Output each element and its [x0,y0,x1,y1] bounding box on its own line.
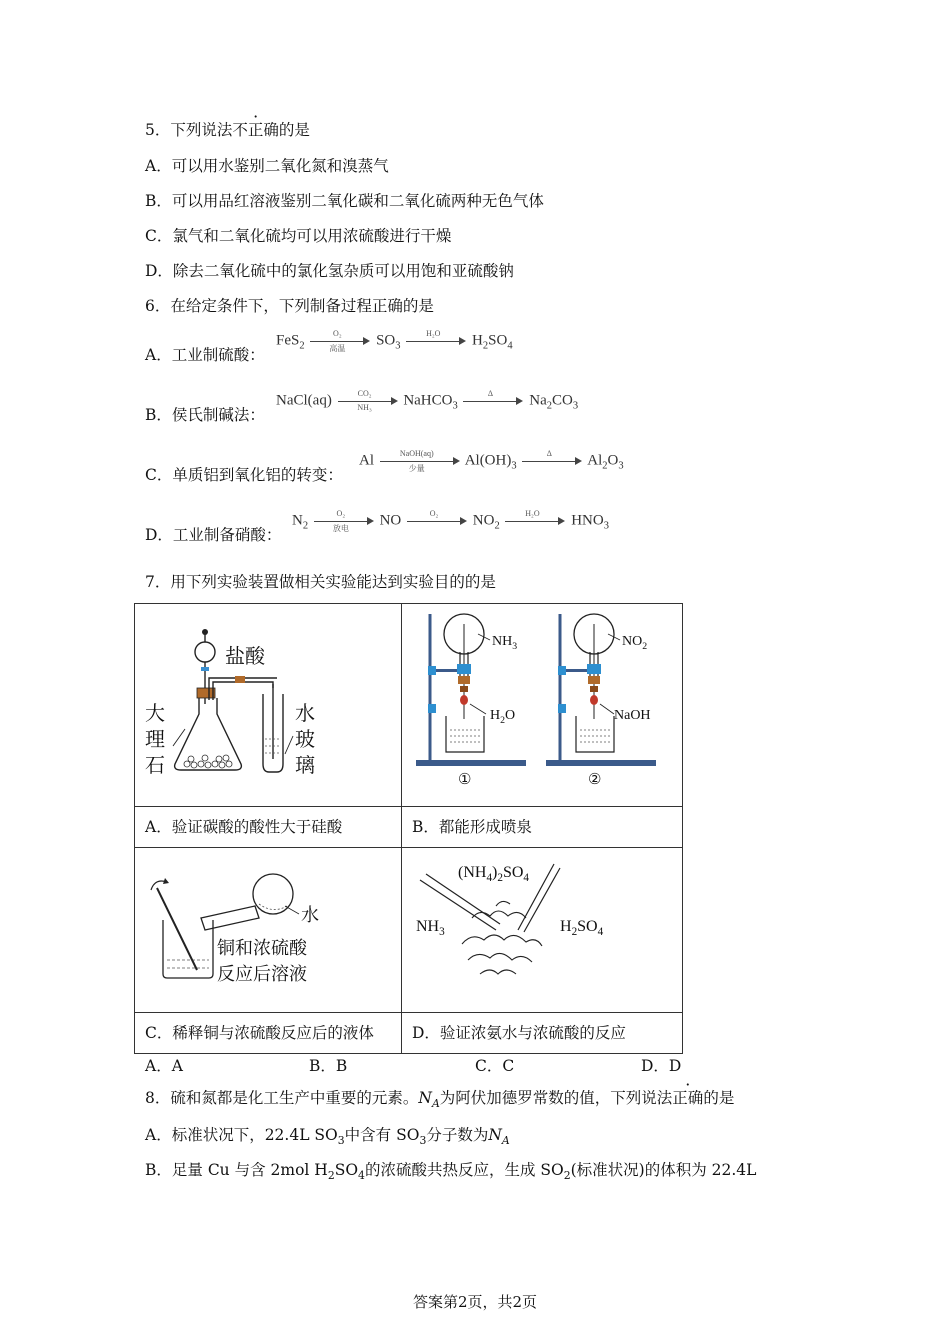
figure-d-cell [402,848,683,1013]
reaction-arrow: NaOH(aq) 少量 [380,451,460,471]
figure-a-waterglass-label: 水 玻 璃 [295,701,315,777]
figure-b-number-1: ① [458,770,472,788]
reaction-arrow: $\frac{\text{CO₂}}{\text{NH₃}}$ [338,391,398,411]
reaction-arrow: H₂O [406,331,466,351]
q6-option-b-label: B．侯氏制碱法： [145,406,265,424]
q5-option-b: B．可以用品红溶液鉴别二氧化碳和二氧化硫两种无色气体 [145,192,544,210]
q7-choice-c: C．C [475,1057,515,1075]
figure-c-cell [135,848,402,1013]
reaction-arrow: O₂ [407,511,467,531]
q6-option-d-reaction: $N_2$ O₂ 放电 NO O₂ $NO_2$ H₂O $HNO_3$ [292,509,609,533]
figure-a-cell [135,604,402,807]
figure-b-gas2-label: $NO_2$ [622,634,648,652]
reaction-arrow: Δ [522,451,582,471]
q6-option-d-label: D．工业制备硝酸： [145,526,282,544]
figure-c-solution-label-2: 反应后溶液 [217,964,307,985]
figure-d-product-label: $(NH_4)_2SO_4$ [458,864,529,885]
figure-a-apparatus [135,604,401,802]
q8-emphasis: 正确 [672,1089,704,1107]
q6-option-c-reaction: Al NaOH(aq) 少量 $Al(OH)_3$ Δ $Al_2O_3$ [359,449,624,473]
figure-b-liquid1-label: $H_2O$ [490,708,516,726]
figure-b-cell [402,604,683,807]
q6-stem: 6．在给定条件下，下列制备过程正确的是 [145,297,434,315]
page-footer: 答案第2页，共2页 [412,1293,538,1311]
q7-figure-table [134,603,683,1054]
q7-choice-d: D．D [641,1057,682,1075]
caption-a: A．验证碳酸的酸性大于硅酸 [135,807,402,848]
q5-option-d: D．除去二氧化硫中的氯化氢杂质可以用饱和亚硫酸钠 [145,262,514,280]
caption-d: D．验证浓氨水与浓硫酸的反应 [402,1013,683,1054]
figure-d-acid-label: $H_2SO_4$ [560,918,604,939]
q6-option-c-label: C．单质铝到氧化铝的转变： [145,466,343,484]
reaction-arrow: H₂O [505,511,565,531]
figure-a-acid-label: 盐酸 [225,644,265,668]
figure-a-marble-label: 大 理 石 [145,701,165,777]
figure-d-ammonia-label: $NH_3$ [416,918,445,939]
reaction-arrow: Δ [463,391,523,411]
caption-b: B．都能形成喷泉 [402,807,683,848]
figure-c-solution-label-1: 铜和浓硫酸 [217,938,307,959]
reaction-arrow: O₂ 高温 [310,331,370,351]
q5-stem: 5．下列说法不正确的是 [145,121,310,139]
q7-choice-b: B．B [309,1057,348,1075]
figure-b-gas1-label: $NH_3$ [492,634,518,652]
reaction-arrow: O₂ 放电 [314,511,374,531]
figure-c-water-label: 水 [301,905,319,926]
caption-c: C．稀释铜与浓硫酸反应后的液体 [135,1013,402,1054]
figure-b-number-2: ② [588,770,602,788]
q8-option-a: A．标准状况下，22.4L $SO_3$中含有 $SO_3$分子数为$N_A$ [145,1126,510,1148]
q5-emphasis: 不正确 [232,121,279,139]
q6-option-a-reaction: FeS$_2$ O₂ 高温 $SO_3$ H₂O $H_2SO_4$ [276,329,513,353]
q6-option-b-reaction: NaCl(aq) $\frac{\text{CO₂}}{\text{NH₃}}$ NaHCO$_3$ Δ $Na_2CO_3$ [276,389,579,412]
figure-b-liquid2-label: NaOH [614,708,651,723]
q8-option-b: B．足量 Cu 与含 2mol $H_2SO_4$的浓硫酸共热反应，生成 $SO_2$(标准状况)的体积为 22.4L [145,1161,757,1183]
q7-choice-a: A．A [145,1057,183,1075]
q5-option-c: C．氯气和二氧化硫均可以用浓硫酸进行干燥 [145,227,452,245]
q5-option-a: A．可以用水鉴别二氧化氮和溴蒸气 [145,157,389,175]
q6-option-a-label: A．工业制硫酸： [145,346,265,364]
q8-stem: 8．硫和氮都是化工生产中重要的元素。$N_A$为阿伏加德罗常数的值，下列说法正确的是 [145,1089,735,1111]
q7-stem: 7．用下列实验装置做相关实验能达到实验目的的是 [145,573,496,591]
